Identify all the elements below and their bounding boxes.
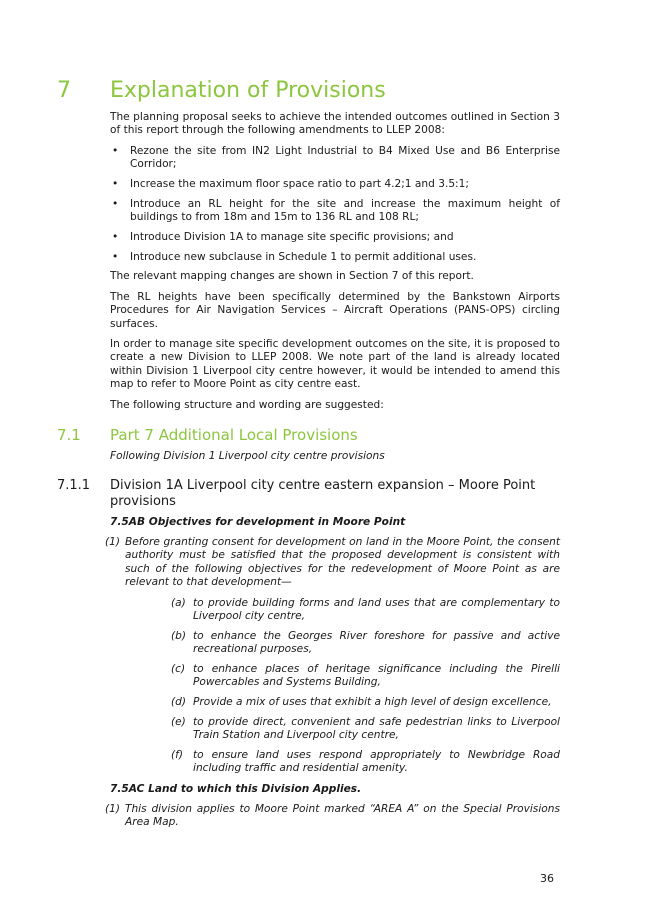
clause-5ab-item (105, 536, 560, 590)
clause-number: (1) (105, 536, 121, 548)
bullet-item (112, 231, 560, 244)
subclause-item (171, 630, 560, 657)
bullet-item (112, 145, 560, 172)
subclause-number: (e) (171, 716, 186, 728)
subclause-item (171, 749, 560, 776)
subclause-text: to ensure land uses respond appropriately to Newbridge Road including traffic and residential amenity. (193, 749, 560, 775)
section-number: 7 (57, 78, 71, 103)
subclause-number: (d) (171, 696, 186, 708)
intro-paragraph: The planning proposal seeks to achieve the intended outcomes outlined in Section 3 of this report through the following amendments to LLEP 2008: (110, 111, 560, 137)
subclause-item (171, 696, 560, 709)
subsubsection-number: 7.1.1 (57, 478, 91, 493)
rl-paragraph: The RL heights have been specifically determined by the Bankstown Airports Procedures for Air Navigation Services – Aircraft Operations (PANS-OPS) circling surfaces. (110, 291, 560, 330)
section-title: Explanation of Provisions (110, 78, 386, 103)
bullet-icon: • (112, 231, 119, 243)
subsection-title: Part 7 Additional Local Provisions (110, 426, 358, 444)
subclause-text: to provide direct, convenient and safe pedestrian links to Liverpool Train Station and Liverpool city centre, (193, 716, 560, 742)
subclause-number: (a) (171, 597, 186, 609)
bullet-text: Increase the maximum floor space ratio to part 4.2;1 and 3.5:1; (130, 178, 469, 190)
bullet-text: Introduce Division 1A to manage site specific provisions; and (130, 231, 454, 243)
subclause-number: (b) (171, 630, 186, 642)
bullet-item (112, 178, 560, 191)
bullet-item (112, 198, 560, 225)
structure-paragraph: The following structure and wording are suggested: (110, 399, 384, 411)
clause-text: Before granting consent for development on land in the Moore Point, the consent authority must be satisfied that the proposed development is consistent with such of the following objectives for the redevelopment of Moore Point as are relevant to that development— (125, 536, 560, 589)
bullet-icon: • (112, 251, 119, 263)
page-number: 36 (540, 872, 554, 885)
bullet-item (112, 251, 560, 264)
subclause-text: to enhance the Georges River foreshore for passive and active recreational purposes, (193, 630, 560, 656)
division-paragraph: In order to manage site specific development outcomes on the site, it is proposed to create a new Division to LLEP 2008. We note part of the land is already located within Division 1 Liverpool city centre however, it would be intended to amend this map to refer to Moore Point as city centre east. (110, 338, 560, 391)
subclause-item (171, 597, 560, 624)
subsection-number: 7.1 (57, 426, 81, 444)
bullet-text: Rezone the site from IN2 Light Industrial to B4 Mixed Use and B6 Enterprise Corridor; (130, 145, 560, 171)
bullet-text: Introduce an RL height for the site and increase the maximum height of buildings to from 18m and 15m to 136 RL and 108 RL; (130, 198, 560, 224)
subclause-text: to provide building forms and land uses that are complementary to Liverpool city centre, (193, 597, 560, 623)
subclause-item (171, 663, 560, 690)
bullet-icon: • (112, 198, 119, 210)
clause-5ab-heading: 7.5AB Objectives for development in Moore Point (110, 516, 406, 528)
bullet-text: Introduce new subclause in Schedule 1 to permit additional uses. (130, 251, 477, 263)
mapping-paragraph: The relevant mapping changes are shown in Section 7 of this report. (110, 270, 474, 282)
subclause-item (171, 716, 560, 743)
clause-5ac-heading: 7.5AC Land to which this Division Applies. (110, 783, 362, 795)
clause-number: (1) (105, 803, 121, 815)
subsection-note: Following Division 1 Liverpool city centre provisions (110, 450, 385, 462)
clause-text: This division applies to Moore Point marked “AREA A” on the Special Provisions Area Map. (125, 803, 560, 829)
clause-5ac-item (105, 803, 560, 830)
bullet-icon: • (112, 178, 119, 190)
subclause-number: (f) (171, 749, 183, 761)
subclause-text: Provide a mix of uses that exhibit a high level of design excellence, (193, 696, 552, 708)
subsubsection-title: Division 1A Liverpool city centre eastern expansion – Moore Point provisions (110, 478, 536, 509)
subclause-number: (c) (171, 663, 186, 675)
subclause-text: to enhance places of heritage significance including the Pirelli Powercables and Systems Building, (193, 663, 560, 689)
bullet-icon: • (112, 145, 119, 157)
